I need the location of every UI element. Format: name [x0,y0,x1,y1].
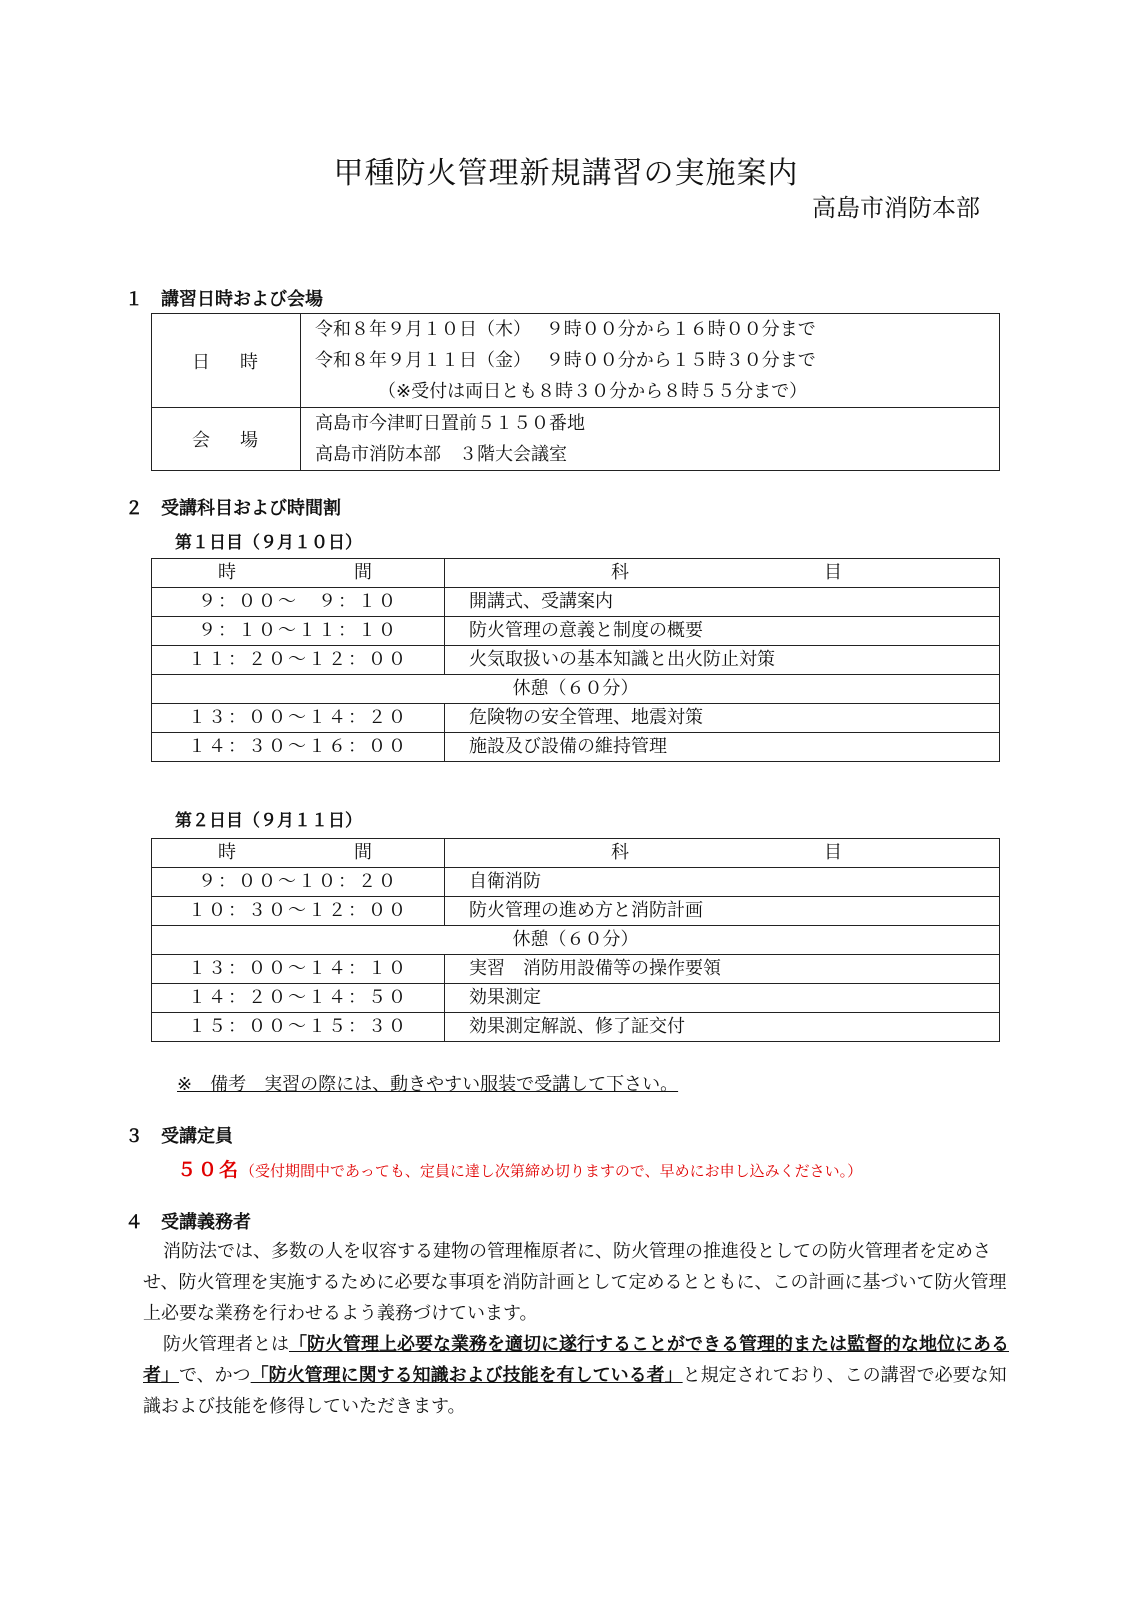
table-row [152,1013,1000,1042]
break-cell: 休憩（６０分） [152,675,1000,704]
table-header-row [152,839,1000,868]
table-row [152,955,1000,984]
schedule-venue-table [151,313,1000,471]
datetime-line-1: 令和８年９月１０日（木） ９時００分から１６時００分まで [315,319,816,340]
section2-heading: ２ 受講科目および時間割 [125,498,341,519]
datetime-line-2: 令和８年９月１１日（金） ９時００分から１５時３０分まで [315,350,816,371]
page-title: 甲種防火管理新規講習の実施案内 [333,156,799,191]
table-row [152,897,1000,926]
subject-cell: 施設及び設備の維持管理 [445,733,1000,762]
subject-cell: 危険物の安全管理、地震対策 [445,704,1000,733]
break-cell: 休憩（６０分） [152,926,1000,955]
time-header: 時 間 [152,559,445,588]
day2-schedule-table [151,838,1000,1042]
obligation-paragraph-2 [143,1329,1013,1422]
break-row [152,926,1000,955]
table-row [152,704,1000,733]
subject-cell: 実習 消防用設備等の操作要領 [445,955,1000,984]
obligation-text [143,1236,1013,1422]
capacity-line [177,1155,862,1182]
venue-room: 高島市消防本部 ３階大会議室 [315,444,567,465]
datetime-values [301,314,1000,408]
subject-cell: 防火管理の意義と制度の概要 [445,617,1000,646]
day1-label: 第１日目（９月１０日） [175,533,362,553]
day1-schedule-table [151,558,1000,762]
paragraph-text: と規定されており、この講習で必要な知識および技能を修得していただきます。 [143,1365,1007,1417]
reception-note: （※受付は両日とも８時３０分から８時５５分まで） [315,381,808,402]
day2-label: 第２日目（９月１１日） [175,811,362,831]
table-row [152,868,1000,897]
break-row [152,675,1000,704]
datetime-label: 日時 [152,314,301,408]
capacity-note: （受付期間中であっても、定員に達し次第締め切りますので、早めにお申し込みください。） [240,1162,863,1180]
table-row [152,733,1000,762]
time-cell: １４：３０～１６：００ [152,733,445,762]
subject-header: 科 目 [445,559,1000,588]
time-cell: １４：２０～１４：５０ [152,984,445,1013]
time-cell: １０：３０～１２：００ [152,897,445,926]
time-cell: ９：００～１０：２０ [152,868,445,897]
table-row [152,588,1000,617]
section3-heading: ３ 受講定員 [125,1126,233,1147]
section1-heading: １ 講習日時および会場 [125,289,323,310]
time-header: 時 間 [152,839,445,868]
subject-cell: 効果測定 [445,984,1000,1013]
venue-label: 会場 [152,408,301,471]
paragraph-text: 防火管理者とは [163,1334,289,1355]
subject-cell: 開講式、受講案内 [445,588,1000,617]
time-cell: ９：１０～１１：１０ [152,617,445,646]
capacity-value: ５０名 [177,1159,241,1181]
time-cell: １３：００～１４：１０ [152,955,445,984]
subject-cell: 火気取扱いの基本知識と出火防止対策 [445,646,1000,675]
venue-address: 高島市今津町日置前５１５０番地 [315,413,585,434]
time-cell: １３：００～１４：２０ [152,704,445,733]
table-header-row [152,559,1000,588]
venue-values [301,408,1000,471]
table-row [152,617,1000,646]
table-row [152,984,1000,1013]
subject-cell: 自衛消防 [445,868,1000,897]
remarks-note: ※ 備考 実習の際には、動きやすい服装で受講して下さい。 [177,1074,679,1095]
time-cell: １１：２０～１２：００ [152,646,445,675]
subject-cell: 効果測定解説、修了証交付 [445,1013,1000,1042]
emphasis-definition-1: 「防火管理上必要な業務を適切に遂行することができる管理的または監督的な地位にある者」 [143,1334,1009,1386]
organization-name: 高島市消防本部 [812,194,980,222]
venue-row [152,408,1000,471]
obligation-paragraph-1: 消防法では、多数の人を収容する建物の管理権原者に、防火管理の推進役としての防火管理者を定めさせ、防火管理を実施するために必要な事項を消防計画として定めるとともに、この計画に基づいて防火管理上必要な業務を行わせるよう義務づけています。 [143,1241,1007,1324]
datetime-row [152,314,1000,408]
subject-header: 科 目 [445,839,1000,868]
subject-cell: 防火管理の進め方と消防計画 [445,897,1000,926]
emphasis-definition-2: 「防火管理に関する知識および技能を有している者」 [250,1365,683,1386]
paragraph-text: で、かつ [179,1365,251,1386]
time-cell: ９：００～ ９：１０ [152,588,445,617]
time-cell: １５：００～１５：３０ [152,1013,445,1042]
table-row [152,646,1000,675]
section4-heading: ４ 受講義務者 [125,1212,251,1233]
